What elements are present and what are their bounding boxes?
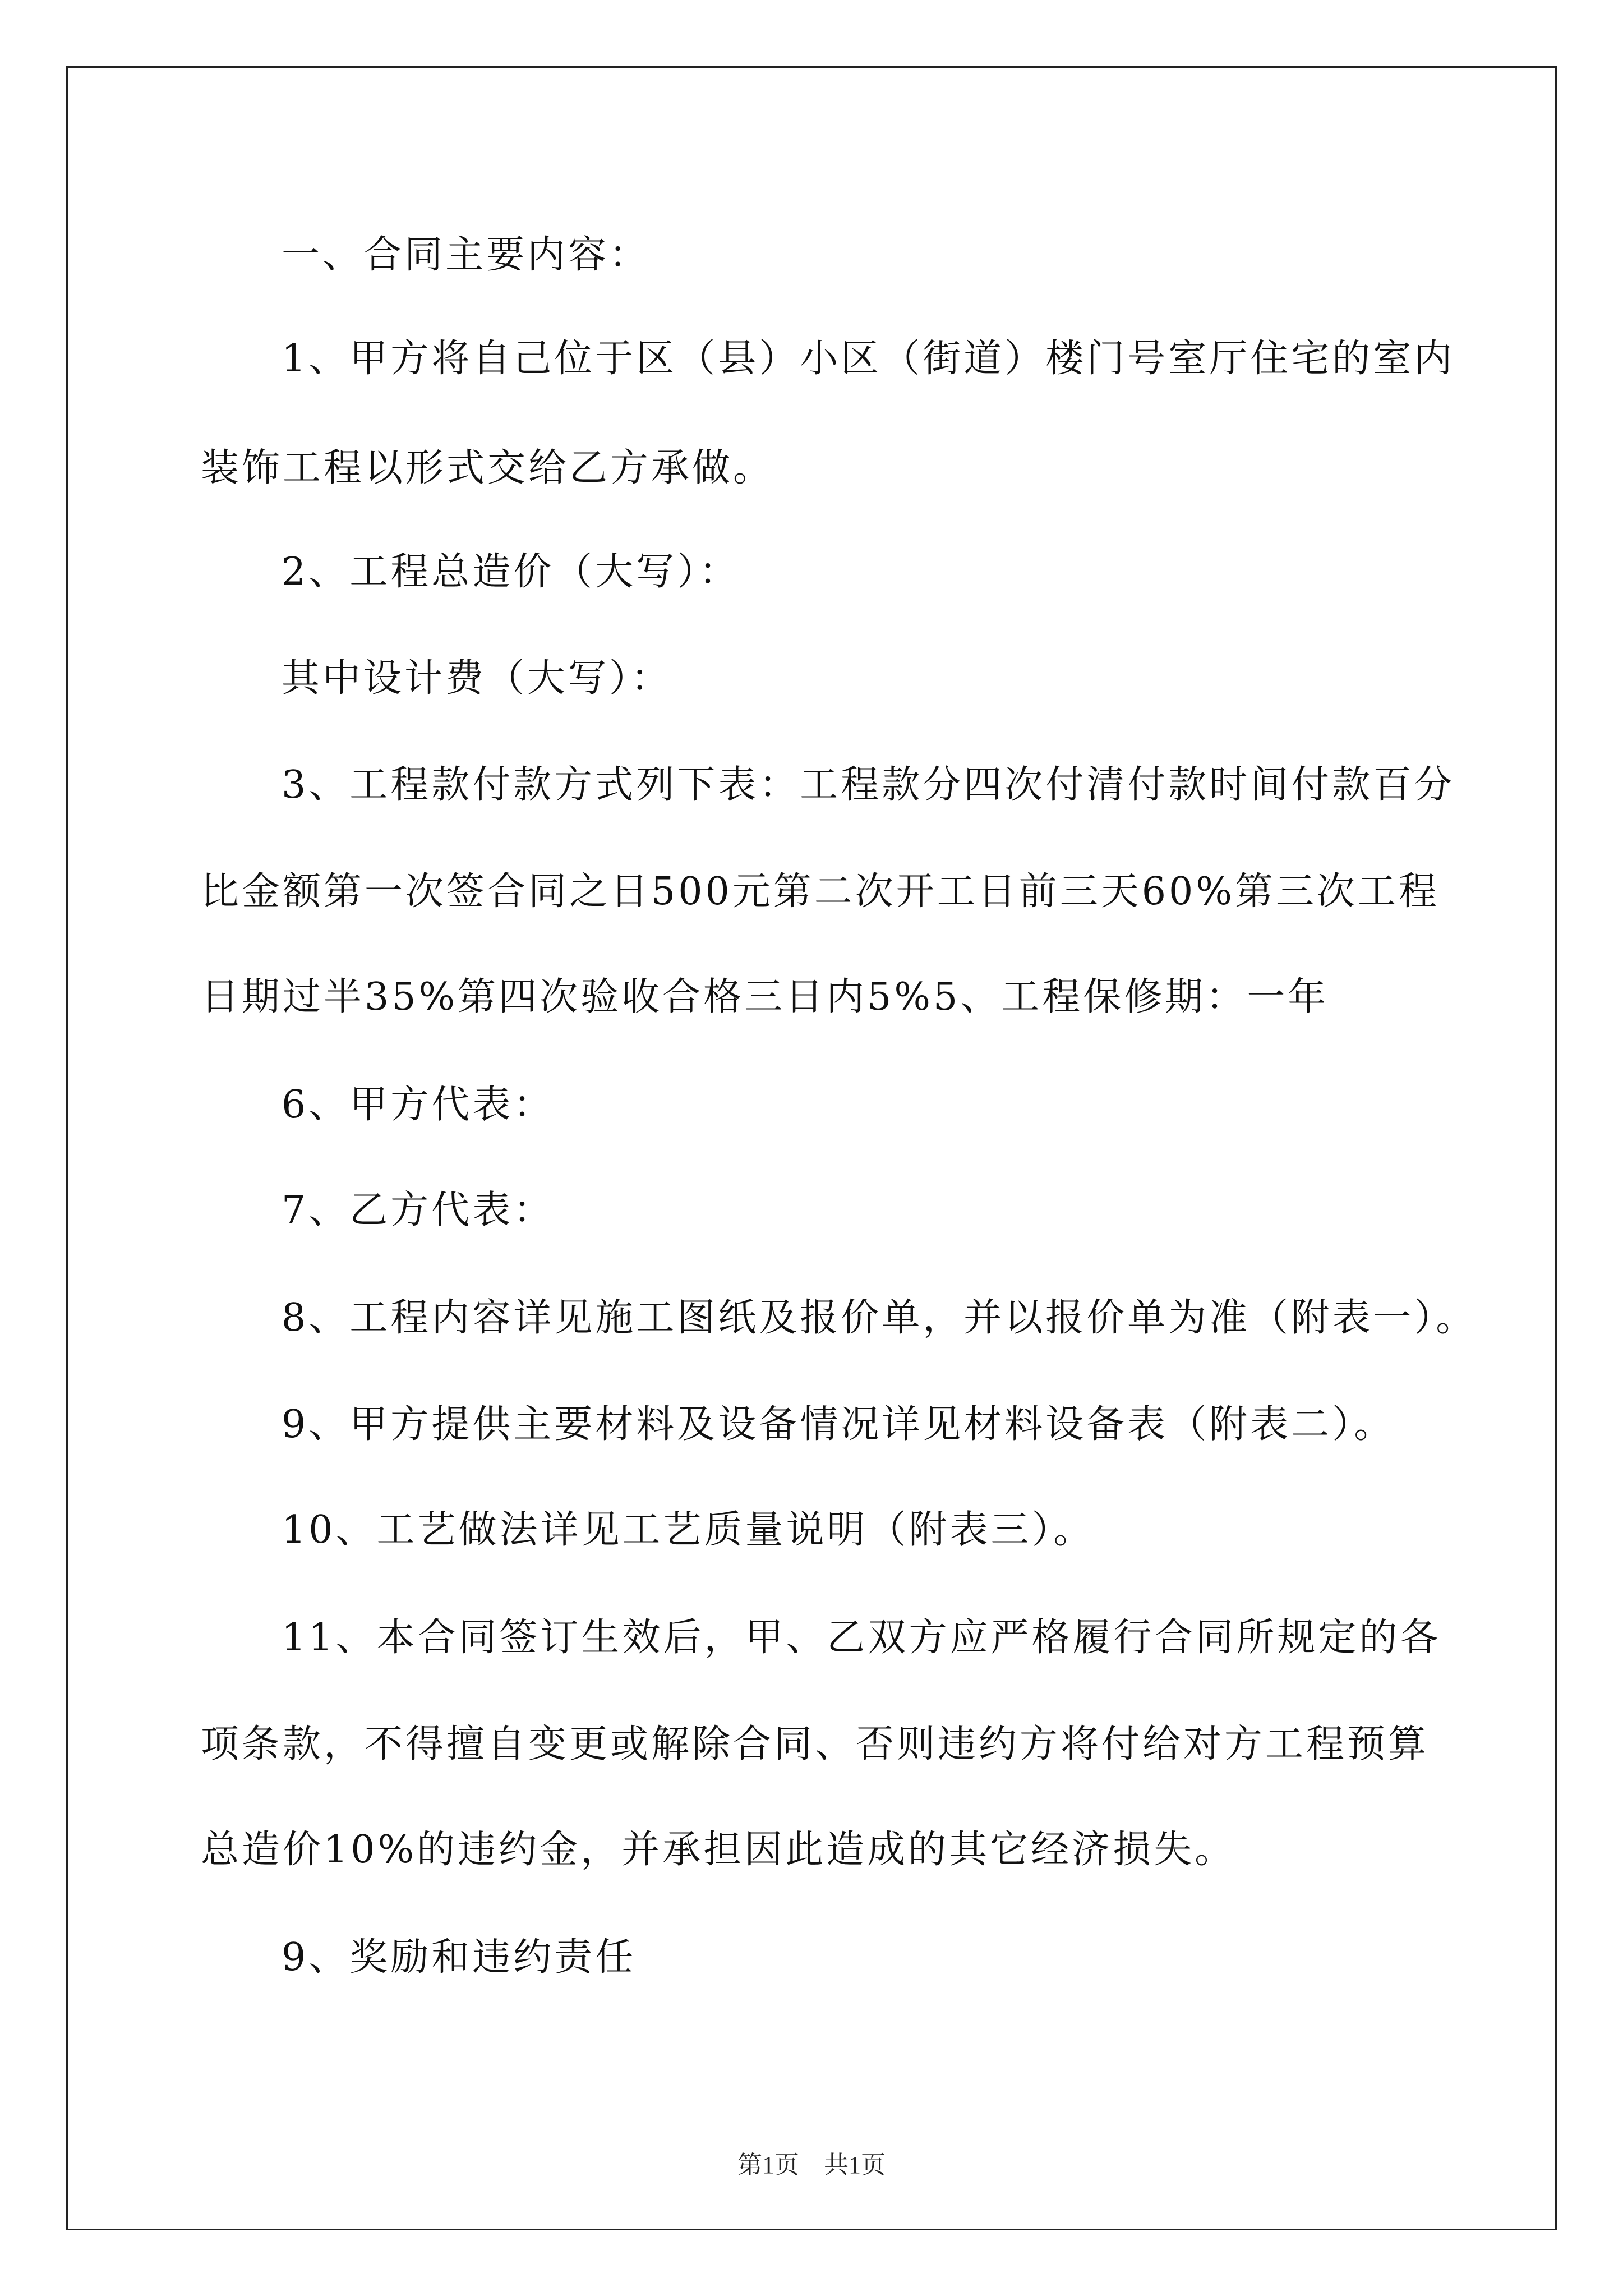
paragraph-line: 8、工程内容详见施工图纸及报价单，并以报价单为准（附表一）。: [282, 1296, 1477, 1340]
paragraph-line: 10、工艺做法详见工艺质量说明（附表三）。: [282, 1508, 1095, 1552]
paragraph-line: 9、甲方提供主要材料及设备情况详见材料设备表（附表二）。: [282, 1402, 1395, 1447]
paragraph-line: 项条款，不得擅自变更或解除合同、否则违约方将付给对方工程预算: [201, 1722, 1430, 1766]
page-border: [66, 66, 1557, 2230]
paragraph-line: 9、奖励和违约责任: [282, 1935, 637, 1980]
paragraph-line: 装饰工程以形式交给乙方承做。: [201, 446, 774, 490]
paragraph-line: 11、本合同签订生效后，甲、乙双方应严格履行合同所规定的各: [282, 1616, 1441, 1660]
paragraph-line: 7、乙方代表：: [282, 1188, 555, 1232]
section-heading: 一、合同主要内容：: [282, 233, 651, 277]
paragraph-line: 比金额第一次签合同之日500元第二次开工日前三天60%第三次工程: [201, 869, 1440, 914]
paragraph-line: 总造价10%的违约金，并承担因此造成的其它经济损失。: [201, 1828, 1236, 1872]
paragraph-line: 1、甲方将自己位于区（县）小区（街道）楼门号室厅住宅的室内: [282, 337, 1455, 381]
paragraph-line: 3、工程款付款方式列下表：工程款分四次付清付款时间付款百分: [282, 763, 1455, 807]
paragraph-line: 2、工程总造价（大写）：: [282, 550, 740, 594]
paragraph-line: 日期过半35%第四次验收合格三日内5%5、工程保修期：一年: [201, 975, 1329, 1019]
paragraph-line: 其中设计费（大写）：: [282, 656, 672, 701]
page-number-footer: 第1页 共1页: [737, 2151, 886, 2179]
paragraph-line: 6、甲方代表：: [282, 1083, 555, 1127]
